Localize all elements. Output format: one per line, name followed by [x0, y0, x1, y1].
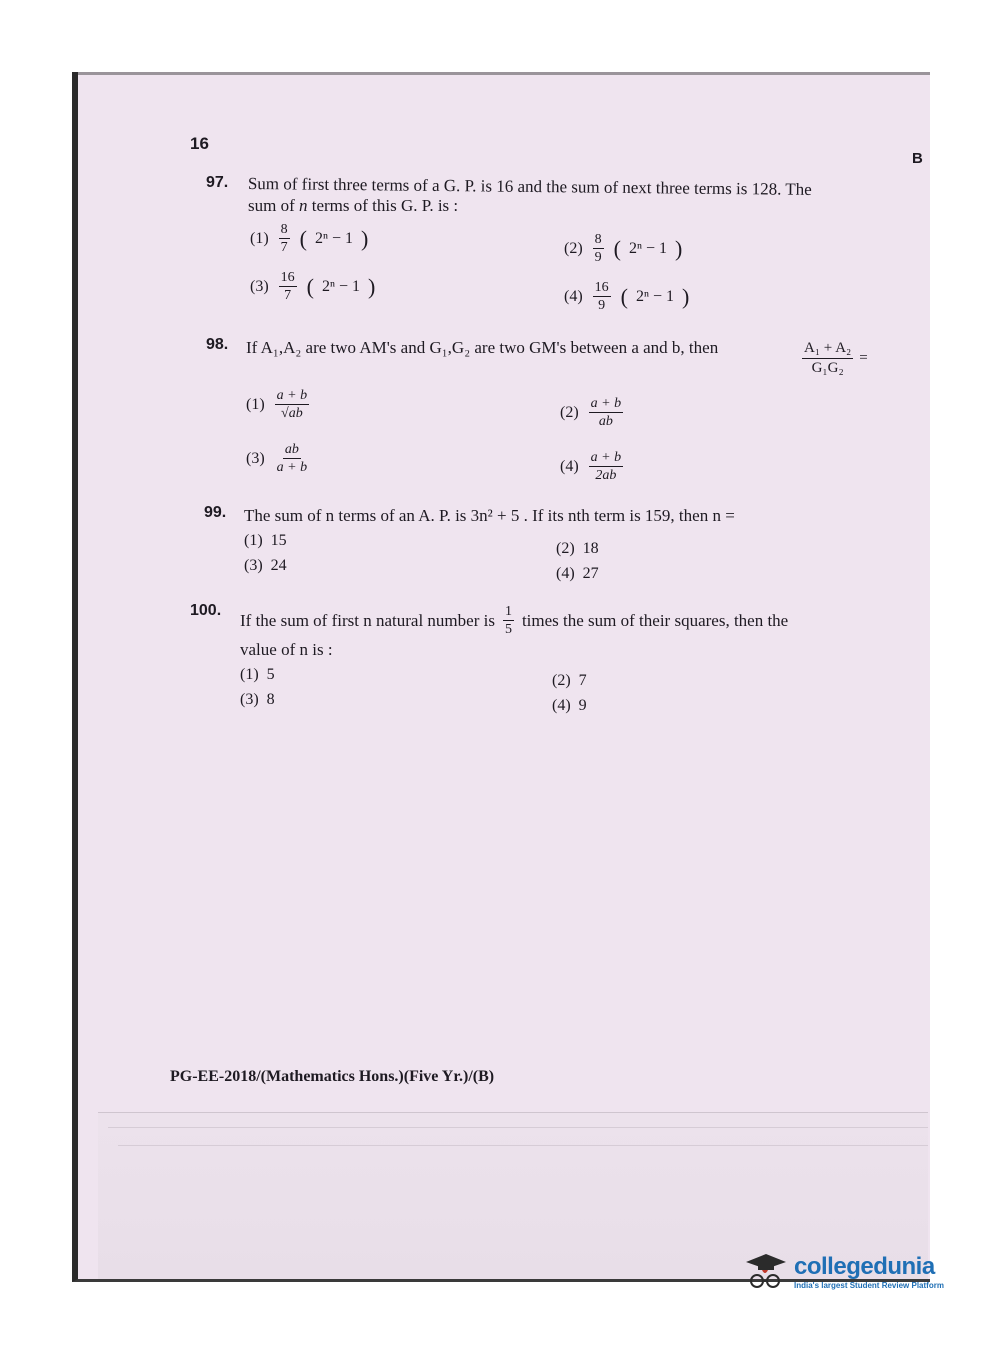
- scanned-page: [72, 72, 930, 1282]
- q100-option-2[interactable]: (2) 7: [552, 672, 587, 689]
- logo-tagline: India's largest Student Review Platform: [794, 1280, 944, 1290]
- q98-option-2[interactable]: (2) $\frac{a + b}{ab}$: [560, 396, 622, 430]
- q98-option-4[interactable]: (4) $\frac{a + b}{2ab}$: [560, 450, 622, 484]
- paper-code-footer: PG-EE-2018/(Mathematics Hons.)(Five Yr.)/(B): [170, 1068, 495, 1085]
- set-code: B: [912, 150, 923, 167]
- q100-option-3[interactable]: (3) 8: [240, 691, 275, 708]
- collegedunia-logo: [742, 1248, 944, 1294]
- q98-option-3[interactable]: (3) $\frac{ab}{a + b}$: [246, 442, 308, 476]
- q98-option-1[interactable]: (1) $\frac{a + b}{√ab}$: [246, 388, 308, 422]
- q99-option-2[interactable]: (2) 18: [556, 540, 599, 557]
- q97-number: 97.: [206, 174, 229, 191]
- q98-text: If A₁,A₂ are two AM's and G₁,G₂ are two GM's between a and b, then: [246, 338, 719, 357]
- q100-text-line2: value of n is :: [240, 640, 333, 659]
- q99-option-3[interactable]: (3) 24: [244, 557, 287, 574]
- q97-option-4[interactable]: (4) $\frac{16}{9}$ ( 2ⁿ − 1 ): [564, 280, 690, 314]
- q98-ratio: $\frac{\text{A₁ + A₂}}{\text{G₁G₂}}$ =: [804, 340, 868, 376]
- q97-text-line2: sum of n terms of this G. P. is :: [248, 196, 459, 215]
- q97-option-3[interactable]: (3) $\frac{16}{7}$ ( 2ⁿ − 1 ): [250, 270, 376, 304]
- q100-option-1[interactable]: (1) 5: [240, 666, 275, 683]
- q97-text-line1: Sum of first three terms of a G. P. is 16 and the sum of next three terms is 128. The: [247, 174, 812, 199]
- q97-option-2[interactable]: (2) $\frac{8}{9}$ ( 2ⁿ − 1 ): [564, 232, 683, 266]
- q99-option-4[interactable]: (4) 27: [556, 565, 599, 582]
- scan-top-edge: [78, 72, 930, 75]
- page-number: 16: [190, 134, 209, 153]
- q98-number: 98.: [206, 336, 229, 353]
- logo-name: collegedunia: [794, 1252, 935, 1280]
- q97-option-1[interactable]: (1) $\frac{8}{7}$ ( 2ⁿ − 1 ): [250, 222, 369, 256]
- q99-number: 99.: [204, 504, 227, 521]
- q99-text: The sum of n terms of an A. P. is 3n² + 5 . If its nth term is 159, then n =: [244, 506, 735, 525]
- q99-option-1[interactable]: (1) 15: [244, 532, 287, 549]
- q100-option-4[interactable]: (4) 9: [552, 697, 587, 714]
- q100-number: 100.: [190, 602, 222, 619]
- graduate-owl-icon: [742, 1248, 788, 1294]
- q100-text-line1: If the sum of first n natural number is $\frac{1}{5}$ times the sum of their squares, then the: [240, 604, 789, 638]
